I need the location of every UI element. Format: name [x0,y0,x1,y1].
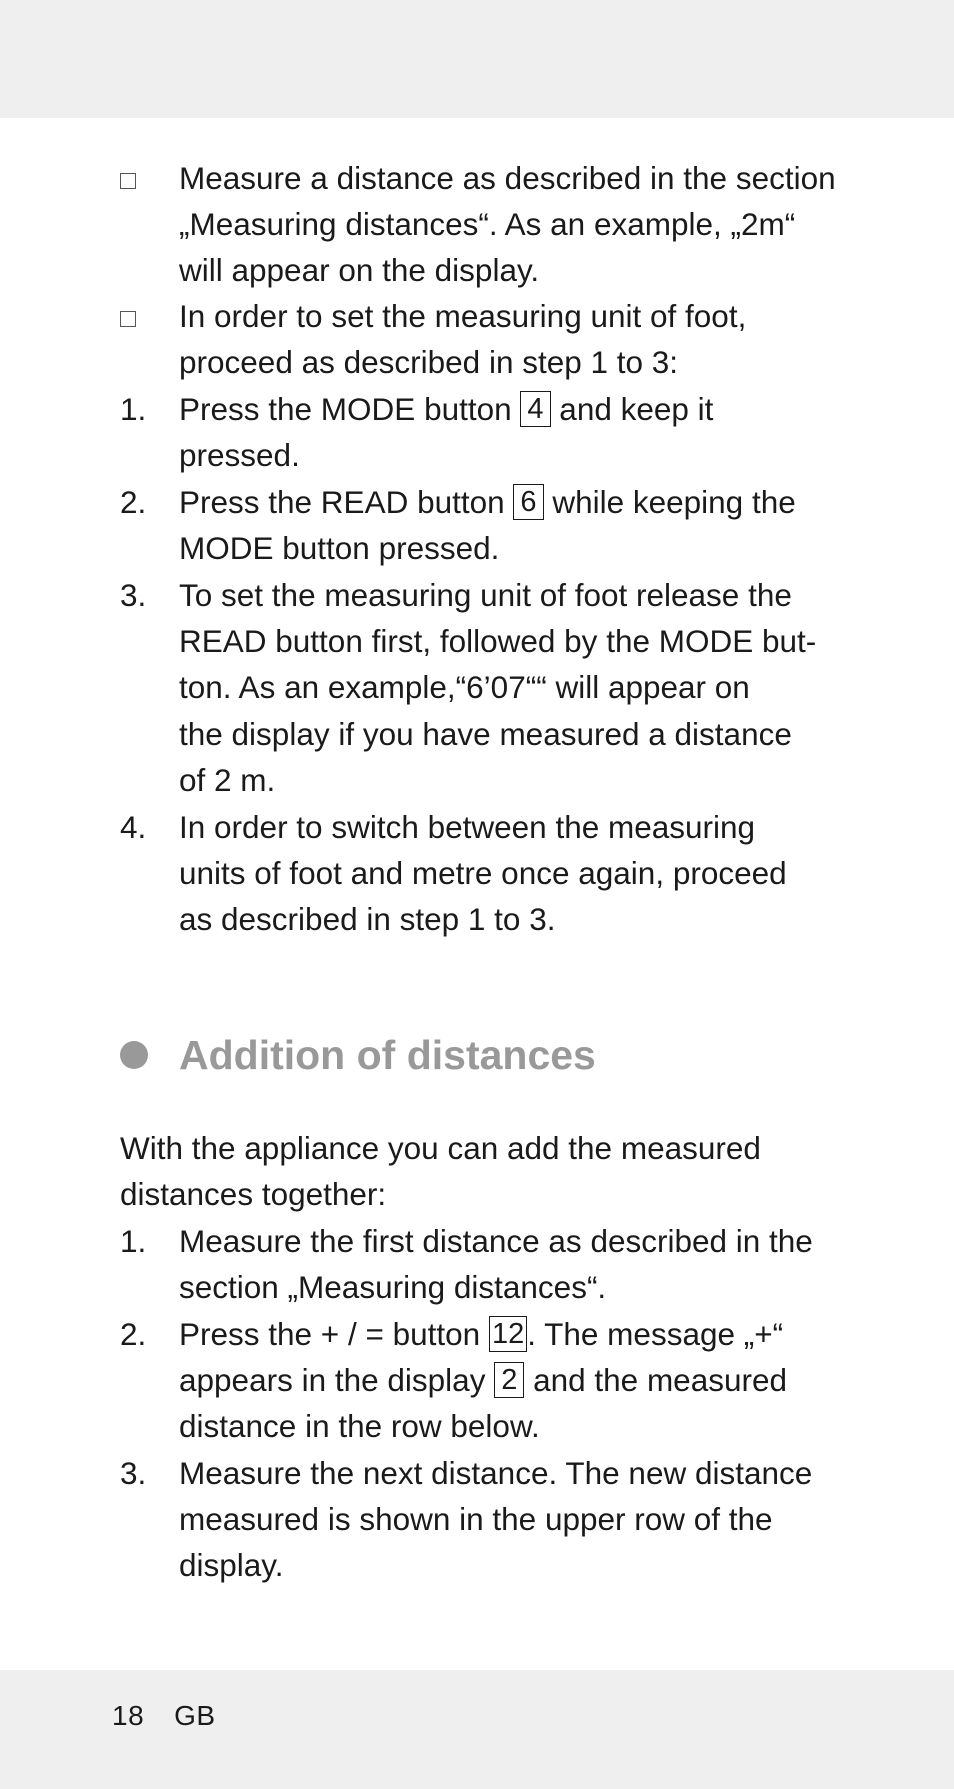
text-line: ton. As an example,“6’07““ will appear on [179,669,750,706]
step-number: 2. [120,1316,147,1352]
page-footer [112,1700,216,1732]
text-line: Press the + / = button 12. The message „+“ [179,1316,784,1352]
step-text [179,1450,844,1589]
square-bullet-icon [120,173,136,189]
text-line: measured is shown in the upper row of the [179,1501,773,1538]
step-number: 1. [120,391,147,427]
step-number: 3. [120,1455,147,1491]
text-line: MODE button pressed. [179,530,500,567]
text-line: READ button first, followed by the MODE but- [179,623,817,660]
section-title: Addition of distances [179,1032,596,1078]
text-line: appears in the display 2 and the measured [179,1362,788,1399]
text-line: Measure the next distance. The new distance [179,1455,813,1491]
text-line: Measure the first distance as described in the [179,1223,813,1259]
intro-paragraph [120,1125,844,1217]
reference-number-box: 4 [520,391,550,427]
reference-number-box: 2 [494,1362,524,1398]
text-line: the display if you have measured a distance [179,715,792,752]
text-line: section „Measuring distances“. [179,1269,607,1306]
step-text [179,386,844,478]
text-line: To set the measuring unit of foot release the [179,577,792,613]
bullet-marker [120,155,170,201]
bullet-marker [120,293,170,339]
text-line: pressed. [179,437,300,474]
text-line: proceed as described in step 1 to 3: [179,344,679,381]
language-code: GB [174,1700,216,1731]
text-line: Measure a distance as described in the section [179,160,836,196]
text-line: With the appliance you can add the measured [120,1130,761,1166]
step-number: 4. [120,809,147,845]
text-line: of 2 m. [179,761,276,798]
text-line: „Measuring distances“. As an example, „2m“ [179,206,796,243]
step-text [179,1311,844,1450]
page-number: 18 [112,1700,145,1731]
bullet-dot-icon [120,1041,148,1069]
text-line: distances together: [120,1176,387,1213]
text-line: units of foot and metre once again, proceed [179,855,787,892]
square-bullet-icon [120,311,136,327]
step-text [179,804,844,943]
reference-number-box: 12 [489,1316,527,1352]
reference-number-box: 6 [513,484,543,520]
text-line: display. [179,1547,284,1584]
step-text [179,479,844,571]
step-number: 1. [120,1223,147,1259]
top-margin-band [0,0,954,118]
bullet-text [179,155,844,294]
text-line: will appear on the display. [179,252,540,289]
step-number: 3. [120,577,147,613]
step-number: 2. [120,484,147,520]
step-text [179,1218,844,1310]
text-line: distance in the row below. [179,1408,540,1445]
text-line: In order to switch between the measuring [179,809,756,845]
text-line: In order to set the measuring unit of foot, [179,298,747,334]
text-line: Press the READ button 6 while keeping the [179,484,796,520]
section-heading [120,1025,880,1085]
step-text [179,572,844,803]
text-line: as described in step 1 to 3. [179,901,556,938]
text-line: Press the MODE button 4 and keep it [179,391,714,427]
bullet-text [179,293,844,385]
